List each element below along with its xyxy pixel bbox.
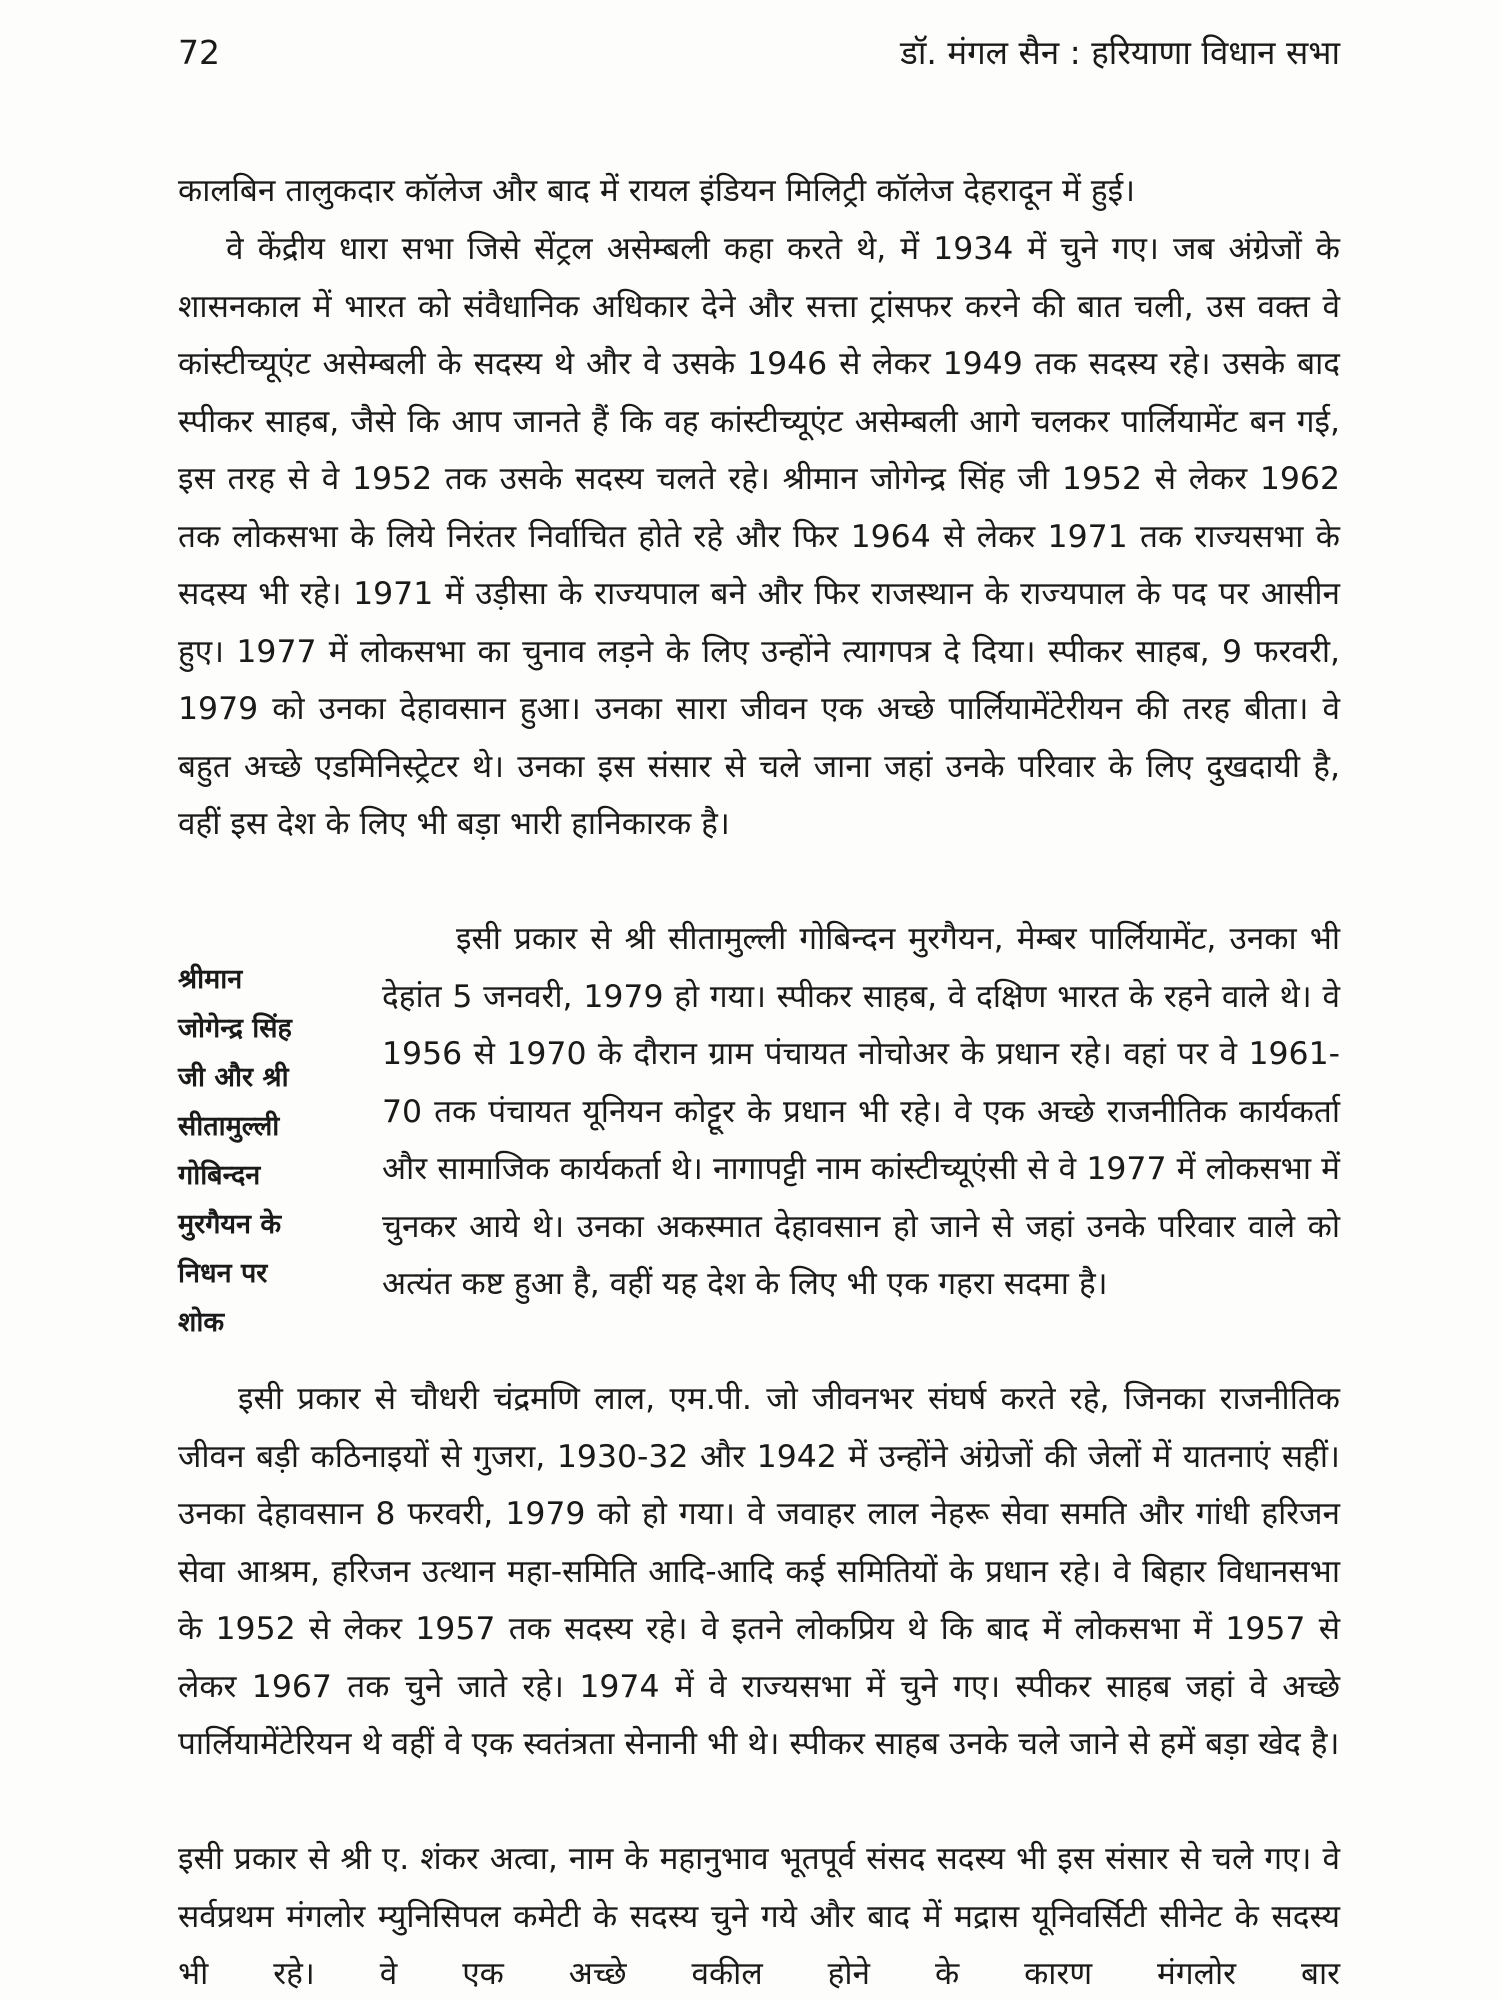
paragraph-jogendra-singh: वे केंद्रीय धारा सभा जिसे सेंट्रल असेम्बली कहा करते थे, में 1934 में चुने गए। जब अंग्रेजों के शासनकाल में भारत को संवैधानिक अधिकार देने और सत्ता ट्रांसफर करने की बात चली, उस वक्त वे कांस्टीच्यूएंट असेम्बली के सदस्य थे और वे उसके 1946 से लेकर 1949 तक सदस्य रहे। उसके बाद स्पीकर साहब, जैसे कि आप जानते हैं कि वह कांस्टीच्यूएंट असेम्बली आगे चलकर पार्लियामेंट बन गई, इस तरह से वे 1952 तक उसके सदस्य चलते रहे। श्रीमान जोगेन्द्र सिंह जी 1952 से लेकर 1962 तक लोकसभा के लिये निरंतर निर्वाचित होते रहे और फिर 1964 से लेकर 1971 तक राज्यसभा के सदस्य भी रहे। 1971 में उड़ीसा के राज्यपाल बने और फिर राजस्थान के राज्यपाल के पद पर आसीन हुए। 1977 में लोकसभा का चुनाव लड़ने के लिए उन्होंने त्यागपत्र दे दिया। स्पीकर साहब, 9 फरवरी, 1979 को उनका देहावसान हुआ। उनका सारा जीवन एक अच्छे पार्लियामेंटेरीयन की तरह बीता। वे बहुत अच्छे एडमिनिस्ट्रेटर थे। उनका इस संसार से चले जाना जहां उनके परिवार के लिए दुखदायी है, वहीं इस देश के लिए भी बड़ा भारी हानिकारक है। [178, 231, 1340, 842]
paragraph-murgaiyan: इसी प्रकार से श्री सीतामुल्ली गोबिन्दन मुरगैयन, मेम्बर पार्लियामेंट, उनका भी देहांत 5 जनवरी, 1979 हो गया। स्पीकर साहब, वे दक्षिण भारत के रहने वाले थे। वे 1956 से 1970 के दौरान ग्राम पंचायत नोचोअर के प्रधान रहे। वहां पर वे 1961-70 तक पंचायत यूनियन कोट्टूर के प्रधान भी रहे। वे एक अच्छे राजनीतिक कार्यकर्ता और सामाजिक कार्यकर्ता थे। नागापट्टी नाम कांस्टीच्यूएंसी से वे 1977 में लोकसभा में चुनकर आये थे। उनका अकस्मात देहावसान हो जाने से जहां उनके परिवार वाले को अत्यंत कष्ट हुआ है, वहीं यह देश के लिए भी एक गहरा सदमा है। [382, 921, 1340, 1302]
margin-heading-line: जोगेन्द्र सिंह [178, 1013, 292, 1044]
margin-heading-line: गोबिन्दन [178, 1160, 261, 1191]
margin-heading-line: शोक [178, 1307, 225, 1338]
page-number: 72 [178, 33, 220, 72]
running-title: डॉ. मंगल सैन : हरियाणा विधान सभा [900, 33, 1340, 72]
paragraph-shankar-atva: इसी प्रकार से श्री ए. शंकर अत्वा, नाम के महानुभाव भूतपूर्व संसद सदस्य भी इस संसार से चले गए। वे सर्वप्रथम मंगलोर म्युनिसिपल कमेटी के सदस्य चुने गये और बाद में मद्रास यूनिवर्सिटी सीनेट के सदस्य भी रहे। वे एक अच्छे वकील होने के कारण मंगलोर बार [178, 1841, 1340, 1992]
page-header [178, 28, 1340, 78]
margin-heading-line: निधन पर [178, 1258, 268, 1289]
margin-heading-line: सीतामुल्ली [178, 1111, 280, 1142]
intro-line: कालबिन तालुकदार कॉलेज और बाद में रायल इंडियन मिलिट्री कॉलेज देहरादून में हुई। [178, 173, 1136, 209]
margin-heading-line: जी और श्री [178, 1062, 289, 1093]
margin-heading-line: मुरगैयन के [178, 1209, 282, 1240]
margin-heading-line: श्रीमान [178, 964, 243, 995]
paragraph-chandramani-lal: इसी प्रकार से चौधरी चंद्रमणि लाल, एम.पी. जो जीवनभर संघर्ष करते रहे, जिनका राजनीतिक जीवन बड़ी कठिनाइयों से गुजरा, 1930-32 और 1942 में उन्होंने अंग्रेजों की जेलों में यातनाएं सहीं। उनका देहावसान 8 फरवरी, 1979 को हो गया। वे जवाहर लाल नेहरू सेवा समति और गांधी हरिजन सेवा आश्रम, हरिजन उत्थान महा-समिति आदि-आदि कई समितियों के प्रधान रहे। वे बिहार विधानसभा के 1952 से लेकर 1957 तक सदस्य रहे। वे इतने लोकप्रिय थे कि बाद में लोकसभा में 1957 से लेकर 1967 तक चुने जाते रहे। 1974 में वे राज्यसभा में चुने गए। स्पीकर साहब जहां वे अच्छे पार्लियामेंटेरियन थे वहीं वे एक स्वतंत्रता सेनानी भी थे। स्पीकर साहब उनके चले जाने से हमें बड़ा खेद है। [178, 1381, 1340, 1762]
margin-heading [178, 955, 348, 1347]
